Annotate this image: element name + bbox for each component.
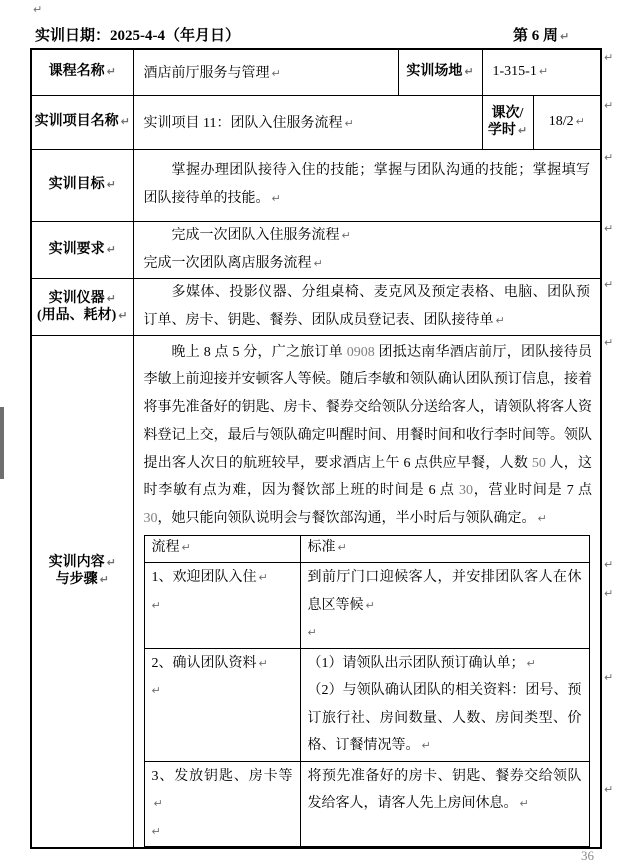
- step-row-3: [144, 761, 589, 847]
- requirement-label-cell: [31, 221, 133, 278]
- venue-value-cell: [482, 49, 601, 95]
- session-value: 18/2: [548, 114, 574, 129]
- project-label: 实训项目名称: [34, 114, 119, 129]
- paragraph-mark: ↵: [99, 573, 109, 587]
- paragraph-mark: ↵: [365, 598, 375, 612]
- paragraph-mark: ↵: [120, 115, 130, 128]
- paragraph-mark: ↵: [153, 797, 163, 811]
- step-2-process: 2、确认团队资料 ↵: [151, 655, 268, 671]
- paragraph-mark: ↵: [337, 541, 347, 555]
- equipment-row: [31, 278, 601, 335]
- row-end-mark: ↵: [604, 51, 614, 64]
- training-record-table: [30, 48, 602, 849]
- step-2-standard-item1: （1）请领队出示团队预订确认单； ↵: [307, 655, 536, 671]
- venue-value: 1-315-1: [492, 64, 537, 80]
- paragraph-mark: ↵: [181, 541, 191, 555]
- paragraph-mark: ↵: [341, 228, 351, 242]
- objective-label: 实训目标: [48, 177, 105, 192]
- project-value-cell: [133, 95, 482, 149]
- step-row-1: [144, 563, 589, 649]
- paragraph-mark: ↵: [151, 598, 161, 612]
- objective-label-cell: [31, 149, 133, 221]
- paragraph-mark: ↵: [526, 656, 536, 670]
- course-name-value-cell: [133, 49, 398, 95]
- requirement-label: 实训要求: [48, 241, 105, 257]
- row-end-mark: ↵: [604, 336, 614, 349]
- objective-text: 掌握办理团队接待入住的技能；掌握与团队沟通的技能；掌握填写团队接待单的技能。 ↵: [143, 163, 591, 206]
- row-end-mark: ↵: [604, 278, 614, 291]
- objective-row: [31, 149, 601, 221]
- session-label-line1: 课次/: [491, 106, 524, 121]
- step-2-standard-item2: （2）与领队确认团队的相关资料：团号、预订旅行社、房间数量、人数、房间类型、价格、订餐情况等。 ↵: [307, 683, 582, 754]
- content-value-cell: [133, 335, 601, 848]
- equipment-label-line1: 实训仪器 ↵: [48, 290, 116, 306]
- paragraph-mark: ↵: [258, 571, 268, 585]
- paragraph-mark: ↵: [271, 67, 281, 81]
- paragraph-mark: ↵: [106, 65, 116, 79]
- content-label-cell: [31, 335, 133, 848]
- requirement-line2: 完成一次团队离店服务流程 ↵: [143, 255, 323, 271]
- step-1-process-cell: [144, 563, 300, 649]
- service-steps-table: [144, 535, 590, 847]
- equipment-label-cell: [31, 278, 133, 335]
- equipment-text: 多媒体、投影仪器、分组桌椅、麦克风及预定表格、电脑、团队预订单、房卡、钥匙、餐券、团队成员登记表、团队接待单 ↵: [143, 284, 591, 328]
- session-label-line2: 学时 ↵: [487, 123, 528, 138]
- paragraph-mark: ↵: [151, 684, 161, 698]
- content-row: [31, 335, 601, 848]
- row-end-mark: ↵: [604, 558, 614, 571]
- scenario-paragraph: [144, 339, 593, 534]
- paragraph-mark: ↵: [344, 117, 354, 130]
- paragraph-mark: ↵: [495, 313, 505, 327]
- project-value: 实训项目 11：团队入住服务流程: [143, 116, 343, 131]
- steps-header-standard: 标准: [307, 540, 336, 556]
- document-header: [35, 24, 600, 44]
- objective-value-cell: [133, 149, 601, 221]
- step-1-standard-cell: [300, 563, 589, 649]
- paragraph-mark: ↵: [106, 291, 116, 305]
- session-value-cell: [533, 95, 601, 149]
- paragraph-mark: ↵: [313, 256, 323, 270]
- venue-label: 实训场地: [406, 64, 463, 80]
- paragraph-mark: ↵: [575, 115, 585, 128]
- paragraph-mark: ↵: [560, 30, 570, 43]
- step-1-standard: 到前厅门口迎候客人，并安排团队客人在休息区等候 ↵: [307, 570, 582, 613]
- equipment-value-cell: [133, 278, 601, 335]
- paragraph-mark: ↵: [421, 739, 431, 753]
- equipment-label-line2: (用品、耗材) ↵: [36, 307, 128, 323]
- step-3-process-cell: [144, 761, 300, 847]
- paragraph-mark: ↵: [519, 797, 529, 811]
- paragraph-mark: ↵: [307, 626, 317, 640]
- step-row-2: [144, 648, 589, 761]
- row-end-mark: ↵: [604, 222, 614, 235]
- week-number: [513, 24, 569, 45]
- course-row: [31, 49, 601, 95]
- course-name-label-cell: [31, 49, 133, 95]
- training-date-heading: 实训日期：2025-4-4（年月日）: [35, 28, 240, 44]
- steps-header-standard-cell: [300, 536, 589, 563]
- requirement-value-cell: [133, 221, 601, 278]
- course-name-value: 酒店前厅服务与管理: [143, 66, 270, 82]
- row-end-mark: ↵: [604, 151, 614, 164]
- venue-label-cell: [398, 49, 482, 95]
- session-label-cell: [482, 95, 533, 149]
- step-2-standard-cell: [300, 648, 589, 761]
- row-end-mark: ↵: [604, 99, 614, 112]
- paragraph-mark: ↵: [537, 512, 547, 526]
- row-end-mark: ↵: [604, 671, 614, 684]
- steps-header-row: [144, 536, 589, 563]
- course-name-label: 课程名称: [48, 64, 105, 80]
- paragraph-mark: ↵: [106, 242, 116, 256]
- steps-header-process: 流程: [151, 540, 180, 556]
- row-end-mark: ↵: [604, 783, 614, 796]
- steps-header-process-cell: [144, 536, 300, 563]
- project-row: [31, 95, 601, 149]
- empty-line: [152, 818, 293, 846]
- paragraph-mark: ↵: [106, 178, 116, 191]
- paragraph-mark: ↵: [464, 65, 474, 79]
- page-number: 36: [581, 848, 594, 863]
- paragraph-mark: ↵: [271, 192, 281, 205]
- paragraph-mark: ↵: [118, 308, 128, 322]
- empty-line: [152, 592, 293, 620]
- requirement-line1: 完成一次团队入住服务流程 ↵: [171, 227, 351, 243]
- paragraph-mark: ↵: [538, 65, 549, 79]
- content-label-line2: 与步骤 ↵: [55, 572, 109, 588]
- empty-line: [152, 677, 293, 705]
- paragraph-mark: ↵: [151, 824, 161, 838]
- paragraph-mark: ↵: [106, 556, 116, 570]
- paragraph-mark: ↵: [258, 656, 268, 670]
- project-label-cell: [31, 95, 133, 149]
- step-3-standard: 将预先准备好的房卡、钥匙、餐券交给领队发给客人，请客人先上房间休息。 ↵: [307, 768, 582, 812]
- scenario-text: 晚上 8 点 5 分，广之旅订单 0908 团抵达南华酒店前厅，团队接待员李敏上前迎接并安顿客人等候。随后李敏和领队确认团队预订信息，接着将事先准备好的钥匙、房卡、餐券交给领队分送给客人，请领队将客人资料登记上交，最后与领队确定叫醒时间、用餐时间和收行李时间等。领队提出客人次日的航班较早，要求酒店上午 6 点供应早餐，人数 50 人，这时李敏有点为难，因为餐饮部上班的时间是 6 点 30，营业时间是 7 点 30，她只能向领队说明会与餐饮部沟通，半小时后与领队确定。: [143, 344, 593, 527]
- margin-revision-bar: [0, 407, 4, 479]
- step-3-process: 3、发放钥匙、房卡等↵: [151, 768, 293, 811]
- requirement-row: [31, 221, 601, 278]
- content-label-line1: 实训内容 ↵: [48, 555, 116, 571]
- paragraph-mark: ↵: [33, 3, 43, 16]
- empty-line: [308, 619, 582, 647]
- step-2-process-cell: [144, 648, 300, 761]
- row-end-mark: ↵: [604, 587, 614, 600]
- step-3-standard-cell: [300, 761, 589, 847]
- step-1-process: 1、欢迎团队入住 ↵: [151, 570, 268, 586]
- week-number-text: 第 6 周: [513, 28, 559, 44]
- paragraph-mark: ↵: [517, 124, 528, 137]
